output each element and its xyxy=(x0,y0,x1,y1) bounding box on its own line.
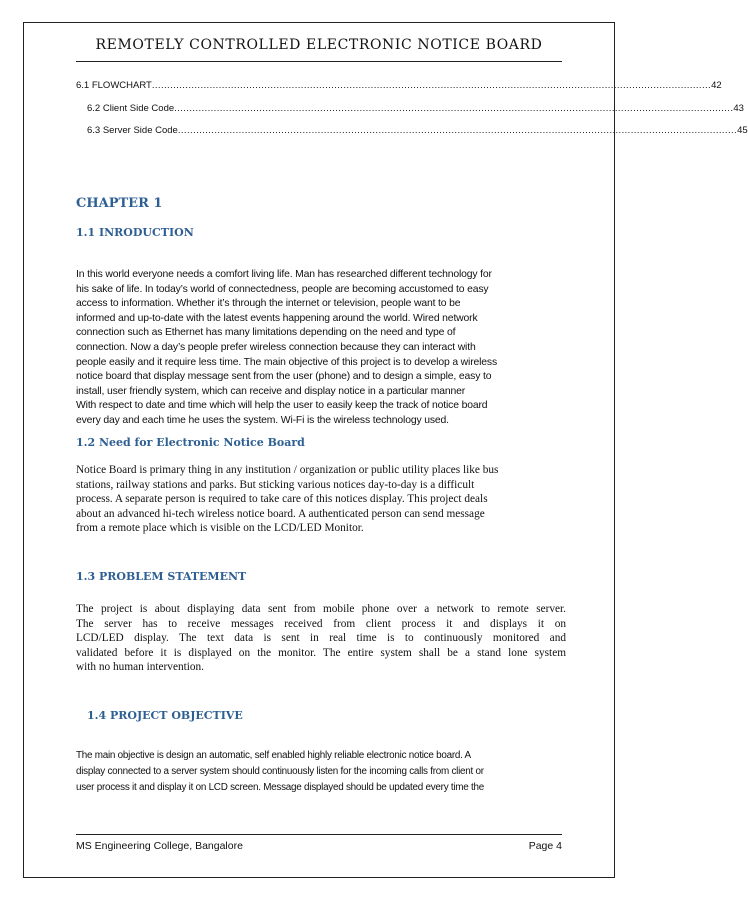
problem-paragraph xyxy=(76,602,566,675)
chapter-title: CHAPTER 1 xyxy=(76,196,163,211)
header-rule xyxy=(76,61,562,62)
text-line: his sake of life. In today’s world of connectedness, people are becoming accustomed to easy xyxy=(76,283,489,295)
text-line: process. A separate person is required to take care of this notices display. This project deals xyxy=(76,493,488,506)
text-line: user process it and display it on LCD screen. Message displayed should be updated every time the xyxy=(76,782,484,793)
page-header-title: REMOTELY CONTROLLED ELECTRONIC NOTICE BOARD xyxy=(95,37,543,53)
toc-entry-page: 45 xyxy=(737,125,748,136)
toc-leader: ........................................................................................................................................................................................ xyxy=(174,103,734,114)
text-line: from a remote place which is visible on the LCD/LED Monitor. xyxy=(76,522,364,535)
intro-paragraph xyxy=(76,268,566,429)
toc-entry-page: 43 xyxy=(733,103,744,114)
footer-rule xyxy=(76,834,562,835)
need-paragraph xyxy=(76,463,566,536)
text-line: notice board that display message sent from the user (phone) and to design a simple, easy to xyxy=(76,371,492,383)
text-line: every day and each time he uses the system. Wi-Fi is the wireless technology used. xyxy=(76,414,449,426)
section-heading-need: 1.2 Need for Electronic Notice Board xyxy=(76,436,305,449)
text-line: The project is about displaying data sent from mobile phone over a network to remote server. xyxy=(76,603,566,615)
toc-leader: ........................................................................................................................................................................................ xyxy=(177,125,738,136)
footer-college: MS Engineering College, Bangalore xyxy=(76,840,243,852)
toc-entry-title: 6.1 FLOWCHART xyxy=(76,80,152,91)
text-line: Notice Board is primary thing in any institution / organization or public utility places like bus xyxy=(76,464,499,476)
section-heading-problem: 1.3 PROBLEM STATEMENT xyxy=(76,570,247,583)
text-line: informed and up-to-date with the latest events happening around the world. Wired network xyxy=(76,312,478,324)
text-line: connection such as Ethernet has many limitations depending on the need and type of xyxy=(76,327,456,339)
text-line: install, user friendly system, which can receive and display notice in a particular manner xyxy=(76,385,466,397)
text-line: With respect to date and time which will help the user to easily keep the track of notice board xyxy=(76,400,488,412)
objective-paragraph xyxy=(76,748,566,796)
text-line: In this world everyone needs a comfort living life. Man has researched different technology for xyxy=(76,269,492,280)
text-line: people easily and it require less time. The main objective of this project is to develop a wireless xyxy=(76,356,498,368)
text-line: validated before it is displayed on the monitor. The entire system shall be a stand lone system xyxy=(76,646,566,659)
text-line: about an advanced hi-tech wireless notice board. A authenticated person can send message xyxy=(76,507,485,520)
toc-entry-title: 6.3 Server Side Code xyxy=(87,125,178,136)
text-line: The main objective is design an automatic, self enabled highly reliable electronic notice board. A xyxy=(76,750,471,761)
section-heading-intro: 1.1 INRODUCTION xyxy=(76,226,194,239)
text-line: with no human intervention. xyxy=(76,661,205,674)
section-heading-objective: 1.4 PROJECT OBJECTIVE xyxy=(87,709,243,722)
text-line: stations, railway stations and parks. But sticking various notices day-to-day is a difficult xyxy=(76,478,475,491)
toc-entry-title: 6.2 Client Side Code xyxy=(87,103,175,114)
text-line: LCD/LED display. The text data is sent in real time is to continuously monitored and xyxy=(76,632,566,645)
footer-page-number: Page 4 xyxy=(528,840,562,852)
text-line: The server has to receive messages received from client process it and displays it on xyxy=(76,617,566,630)
toc-entry-page: 42 xyxy=(711,80,722,91)
toc-entry[interactable] xyxy=(87,100,744,114)
toc-entry[interactable] xyxy=(87,122,748,136)
toc-leader: ........................................................................................................................................................................................ xyxy=(151,80,712,91)
text-line: display connected to a server system should continuously listen for the incoming calls from client or xyxy=(76,766,484,777)
text-line: access to information. Whether it’s through the internet or television, people want to be xyxy=(76,298,461,310)
toc-entry[interactable] xyxy=(76,77,722,91)
text-line: connection. Now a day’s people prefer wireless connection because they can interact with xyxy=(76,341,476,353)
